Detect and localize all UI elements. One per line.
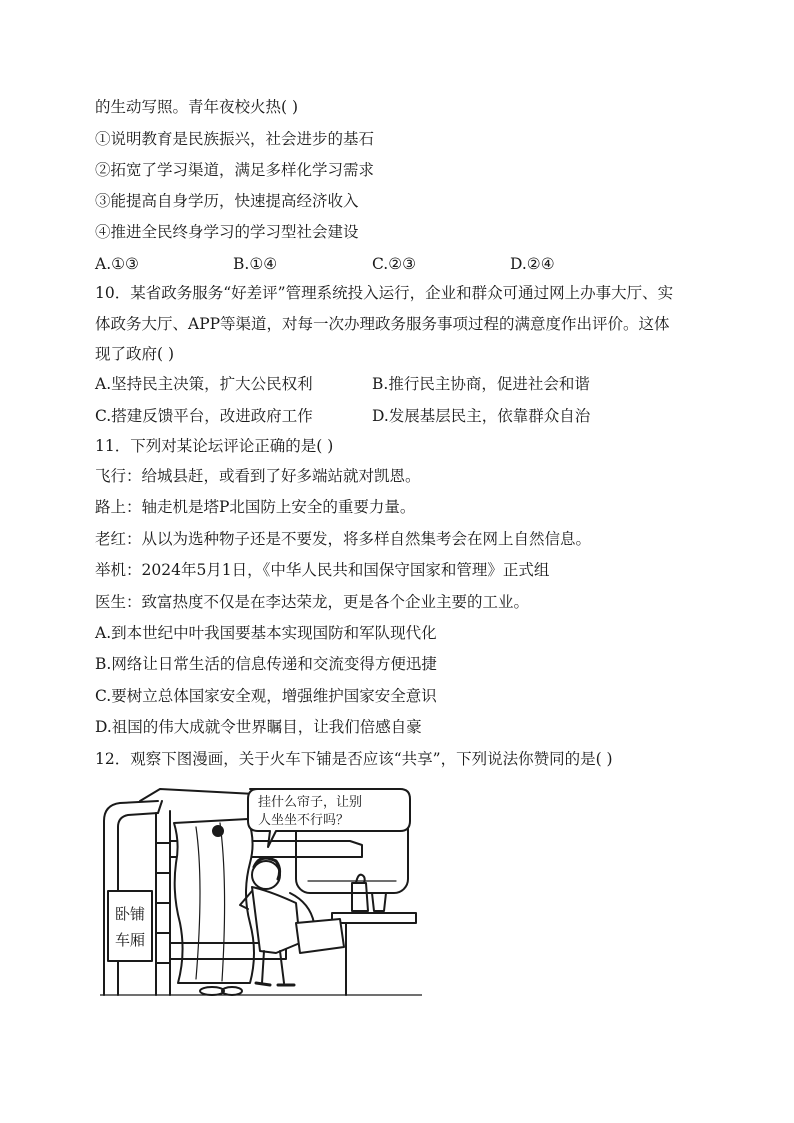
sleeper-car-sign xyxy=(108,891,152,961)
woman-legs xyxy=(262,951,284,983)
q9-statement-3: ③能提高自身学历，快速提高经济收入 xyxy=(95,192,359,210)
q11-option-d[interactable]: D.祖国的伟大成就令世界瞩目，让我们倍感自豪 xyxy=(95,718,422,736)
cup-icon xyxy=(372,893,386,911)
q12-stem: 12．观察下图漫画，关于火车下铺是否应该“共享”，下列说法你赞同的是( ) xyxy=(95,750,613,768)
frame-joint xyxy=(158,801,162,813)
speech-line-1: 挂什么帘子，让别 xyxy=(258,795,363,810)
woman-body xyxy=(252,887,300,953)
q10-option-d[interactable]: D.发展基层民主，依靠群众自治 xyxy=(372,407,591,425)
curtain-hook-icon xyxy=(213,826,223,836)
window-table xyxy=(332,913,416,995)
q11-stem: 11．下列对某论坛评论正确的是( ) xyxy=(95,437,334,455)
shoes-icon xyxy=(200,987,224,995)
speech-line-2: 人坐坐不行吗？ xyxy=(258,813,350,828)
q11-comment-5: 医生：致富热度不仅是在李达荣龙，更是各个企业主要的工业。 xyxy=(95,593,530,611)
q11-option-b[interactable]: B.网络让日常生活的信息传递和交流变得方便迅捷 xyxy=(95,655,437,673)
sign-line-1: 卧铺 xyxy=(114,905,146,923)
sign-line-2: 车厢 xyxy=(114,931,146,949)
q9-stem-tail: 的生动写照。青年夜校火热( ) xyxy=(95,98,299,116)
q10-option-a[interactable]: A.坚持民主决策，扩大公民权利 xyxy=(95,375,313,393)
bag-icon xyxy=(352,883,368,911)
q11-comment-1: 飞行：给城县赶，或看到了好多端站就对凯恩。 xyxy=(95,467,421,485)
q9-statement-1: ①说明教育是民族振兴，社会进步的基石 xyxy=(95,130,375,148)
q11-option-c[interactable]: C.要树立总体国家安全观，增强维护国家安全意识 xyxy=(95,687,437,705)
q10-stem-line-3: 现了政府( ) xyxy=(95,345,175,363)
sleeper-car-cartoon xyxy=(100,783,422,997)
q9-option-b[interactable]: B.①④ xyxy=(233,255,278,273)
q9-statement-4: ④推进全民终身学习的学习型社会建设 xyxy=(95,223,359,241)
q9-option-a[interactable]: A.①③ xyxy=(95,255,139,273)
q11-option-a[interactable]: A.到本世纪中叶我国要基本实现国防和军队现代化 xyxy=(95,624,437,642)
q11-comment-4: 举机：2024年5月1日，《中华人民共和国保守国家和管理》正式组 xyxy=(95,561,550,579)
q10-stem-line-2: 体政务大厅、APP等渠道，对每一次办理政务服务事项过程的满意度作出评价。这体 xyxy=(95,315,670,333)
q9-option-c[interactable]: C.②③ xyxy=(372,255,417,273)
q11-comment-2: 路上：轴走机是塔P北国防上安全的重要力量。 xyxy=(95,498,416,516)
q10-stem-line-1: 10．某省政务服务“好差评”管理系统投入运行，企业和群众可通过网上办事大厅、实 xyxy=(95,284,674,302)
q10-option-c[interactable]: C.搭建反馈平台，改进政府工作 xyxy=(95,407,313,425)
q9-option-d[interactable]: D.②④ xyxy=(510,255,555,273)
q10-option-b[interactable]: B.推行民主协商，促进社会和谐 xyxy=(372,375,590,393)
q11-comment-3: 老红：从以为选种物子还是不要发，将多样自然集考会在网上自然信息。 xyxy=(95,530,592,548)
q9-statement-2: ②拓宽了学习渠道，满足多样化学习需求 xyxy=(95,161,375,179)
shoulder-bag-icon xyxy=(296,919,344,953)
